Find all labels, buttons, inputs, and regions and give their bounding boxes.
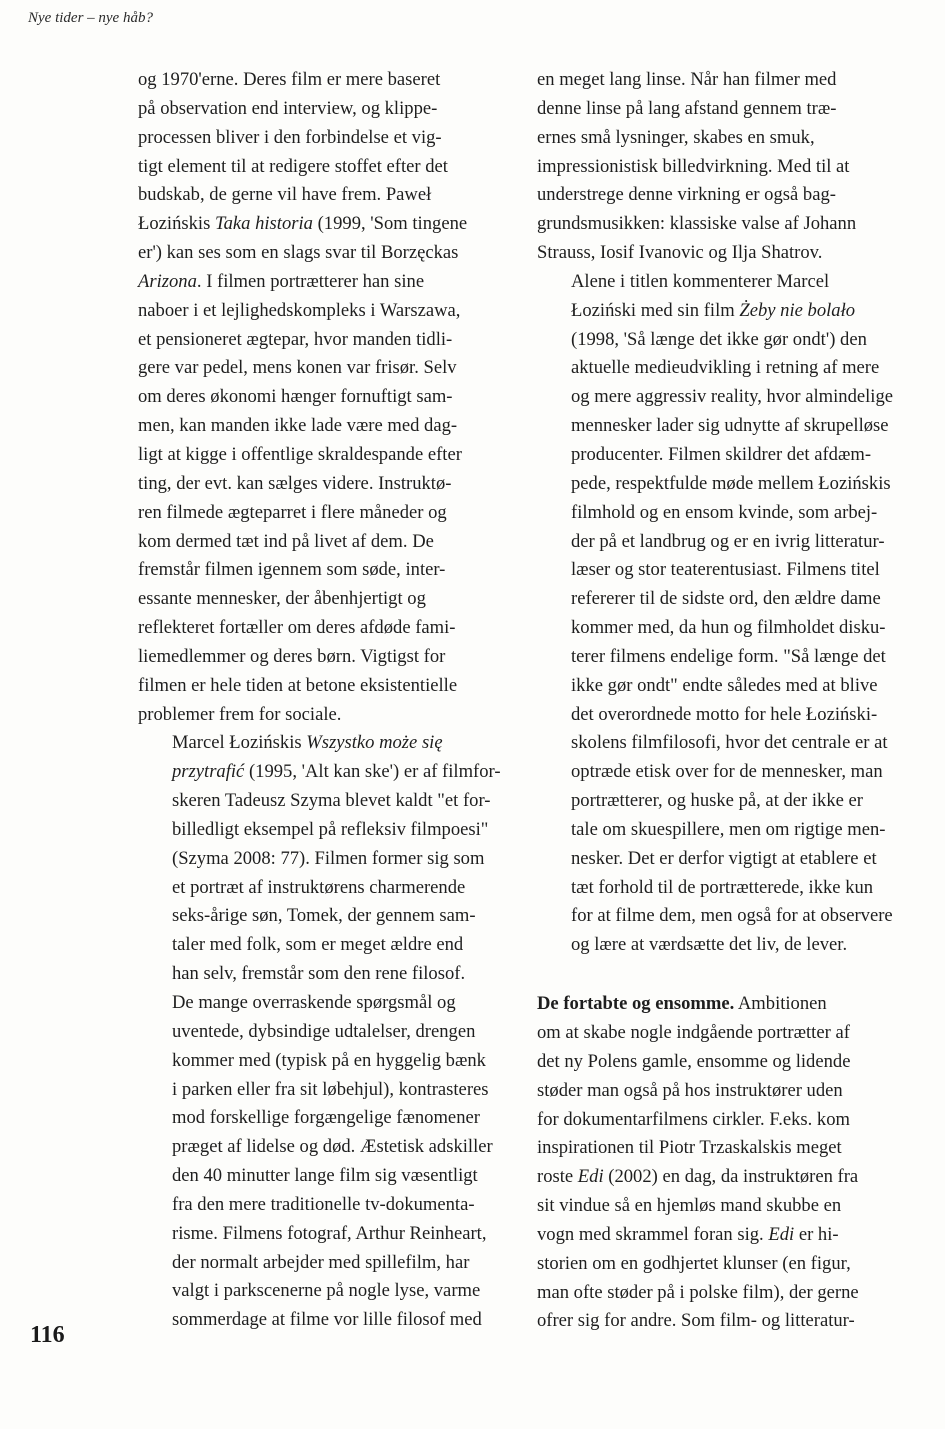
section-body	[537, 1019, 905, 1336]
text-line: (1998, 'Så længe det ikke gør ondt') den	[571, 328, 867, 350]
text-line: terer filmens endelige form. "Så længe det	[571, 645, 886, 667]
text-line: præget af lidelse og død. Æstetisk adskiller	[172, 1136, 493, 1158]
text-line: risme. Filmens fotograf, Arthur Reinheart,	[172, 1222, 487, 1244]
right-column	[537, 66, 905, 1336]
text-line: billedligt eksempel på refleksiv filmpoesi"	[172, 818, 489, 840]
text-line: mennesker lader sig udnytte af skrupelløse	[571, 415, 889, 437]
text-line: et pensioneret ægtepar, hvor manden tidli-	[138, 328, 453, 350]
text-line: tale om skuespillere, men om rigtige men-	[571, 818, 886, 840]
text-line: denne linse på lang afstand gennem træ-	[537, 97, 837, 119]
text-line: (Szyma 2008: 77). Filmen former sig som	[172, 847, 485, 869]
text-line: skolens filmfilosofi, hvor det centrale er at	[571, 732, 888, 754]
text-line: nesker. Det er derfor vigtigt at etablere et	[571, 847, 877, 869]
text-line: for at filme dem, men også for at observere	[571, 905, 893, 927]
text-line: man ofte støder på i polske film), der gerne	[537, 1281, 859, 1303]
text-line: der på et landbrug og er en ivrig litteratur-	[571, 530, 885, 552]
text-line: vogn med skrammel foran sig. Edi er hi-	[537, 1223, 839, 1245]
text-line: sommerdage at filme vor lille filosof med	[172, 1309, 482, 1331]
text-line: støder man også på hos instruktører uden	[537, 1079, 843, 1101]
text-line: problemer frem for sociale.	[138, 703, 342, 725]
text-line: portrætterer, og huske på, at der ikke er	[571, 790, 863, 812]
text-line: et portræt af instruktørens charmerende	[172, 876, 466, 898]
text-line: reflekteret fortæller om deres afdøde fami-	[138, 617, 456, 639]
text-line: ernes små lysninger, skabes en smuk,	[537, 126, 815, 148]
text-line: ofrer sig for andre. Som film- og litteratur-	[537, 1310, 855, 1332]
text-line: understrege denne virkning er også bag-	[537, 184, 836, 206]
text-line: og lære at værdsætte det liv, de lever.	[571, 934, 848, 956]
text-line: er') kan ses som en slags svar til Borzęckas	[138, 242, 459, 264]
text-line: det overordnede motto for hele Łoziński-	[571, 703, 878, 725]
right-paragraph-2	[537, 268, 905, 960]
text-line: den 40 minutter lange film sig væsentligt	[172, 1165, 478, 1187]
text-line: kommer med (typisk på en hyggelig bænk	[172, 1049, 486, 1071]
text-line: budskab, de gerne vil have frem. Paweł	[138, 184, 432, 206]
text-line: Arizona. I filmen portrætterer han sine	[138, 270, 425, 292]
text-line: processen bliver i den forbindelse et vig-	[138, 126, 442, 148]
page-number: 116	[30, 1322, 65, 1348]
text-line: ren filmede ægteparret i flere måneder og	[138, 501, 447, 523]
text-line: og 1970'erne. Deres film er mere baseret	[138, 69, 441, 90]
text-line: ting, der evt. kan sælges videre. Instruktø-	[138, 472, 452, 494]
text-line: gere var pedel, mens konen var frisør. Selv	[138, 357, 457, 379]
text-line: liemedlemmer og deres børn. Vigtigst for	[138, 645, 446, 667]
text-line: sit vindue så en hjemløs mand skubbe en	[537, 1195, 842, 1217]
text-line: Łozińskis Taka historia (1999, 'Som tingene	[138, 213, 468, 235]
text-line: han selv, fremstår som den rene filosof.	[172, 963, 466, 985]
text-line: aktuelle medieudvikling i retning af mere	[571, 357, 880, 379]
left-paragraph-2	[138, 729, 508, 1335]
text-line: storien om en godhjertet klunser (en figur,	[537, 1252, 851, 1274]
text-line: om deres økonomi hænger fornuftigt sam-	[138, 386, 453, 408]
text-line: pede, respektfulde møde mellem Łozińskis	[571, 472, 891, 494]
text-line: grundsmusikken: klassiske valse af Johann	[537, 213, 857, 235]
text-line: om at skabe nogle indgående portrætter af	[537, 1022, 850, 1043]
text-line: filmen er hele tiden at betone eksistentielle	[138, 674, 458, 696]
text-line: seks-årige søn, Tomek, der gennem sam-	[172, 905, 476, 927]
text-line: Strauss, Iosif Ivanovic og Ilja Shatrov.	[537, 242, 823, 264]
text-line: der normalt arbejder med spillefilm, har	[172, 1251, 470, 1273]
text-line: på observation end interview, og klippe-	[138, 97, 438, 119]
text-line: inspirationen til Piotr Trzaskalskis meget	[537, 1137, 842, 1159]
text-line: en meget lang linse. Når han filmer med	[537, 69, 837, 90]
text-line: filmhold og en ensom kvinde, som arbej-	[571, 501, 878, 523]
running-head: Nye tider – nye håb?	[28, 10, 153, 26]
section-lead: Ambitionen	[737, 993, 827, 1015]
text-line: tæt forhold til de portrætterede, ikke kun	[571, 876, 874, 898]
text-line: Alene i titlen kommenterer Marcel	[571, 270, 830, 292]
text-line: ikke gør ondt" endte således med at blive	[571, 674, 878, 696]
text-line: læser og stor teaterentusiast. Filmens titel	[571, 559, 880, 581]
text-line: valgt i parkscenerne på nogle lyse, varme	[172, 1280, 481, 1302]
text-line: uventede, dybsindige udtalelser, drengen	[172, 1020, 476, 1042]
text-line: i parken eller fra sit løbehjul), kontrasteres	[172, 1078, 489, 1100]
text-line: og mere aggressiv reality, hvor almindelige	[571, 386, 894, 408]
text-line: kom dermed tæt ind på livet af dem. De	[138, 530, 434, 552]
section-heading: De fortabte og ensomme.	[537, 993, 735, 1015]
text-line: Łoziński med sin film Żeby nie bolało	[571, 299, 856, 321]
text-line: optræde etisk over for de mennesker, man	[571, 761, 883, 783]
left-paragraph-1	[138, 66, 508, 729]
text-line: kommer med, da hun og filmholdet disku-	[571, 617, 886, 639]
text-line: men, kan manden ikke lade være med dag-	[138, 415, 458, 437]
text-line: producenter. Filmen skildrer det afdæm-	[571, 443, 872, 465]
text-line: naboer i et lejlighedskompleks i Warszawa,	[138, 299, 461, 321]
left-column	[138, 66, 508, 1335]
text-line: tigt element til at redigere stoffet efter det	[138, 155, 448, 177]
text-line: fra den mere traditionelle tv-dokumenta-	[172, 1193, 475, 1215]
text-line: for dokumentarfilmens cirkler. F.eks. kom	[537, 1108, 850, 1130]
right-paragraph-3	[537, 990, 905, 1336]
text-line: skeren Tadeusz Szyma blevet kaldt "et for-	[172, 790, 491, 812]
text-line: ligt at kigge i offentlige skraldespande efter	[138, 443, 462, 465]
text-line: De mange overraskende spørgsmål og	[172, 992, 456, 1013]
text-line: roste Edi (2002) en dag, da instruktøren fra	[537, 1166, 859, 1188]
text-line: przytrafić (1995, 'Alt kan ske') er af filmfor-	[172, 761, 501, 783]
right-paragraph-1	[537, 66, 905, 268]
text-line: fremstår filmen igennem som søde, inter-	[138, 559, 446, 581]
text-line: det ny Polens gamle, ensomme og lidende	[537, 1050, 851, 1072]
text-line: refererer til de sidste ord, den ældre dame	[571, 588, 881, 610]
text-line: mod forskellige forgængelige fænomener	[172, 1107, 480, 1129]
text-line: Marcel Łozińskis Wszystko może się	[172, 732, 443, 754]
text-line: impressionistisk billedvirkning. Med til at	[537, 155, 850, 177]
text-line: taler med folk, som er meget ældre end	[172, 934, 464, 956]
text-line: essante mennesker, der åbenhjertigt og	[138, 588, 426, 610]
